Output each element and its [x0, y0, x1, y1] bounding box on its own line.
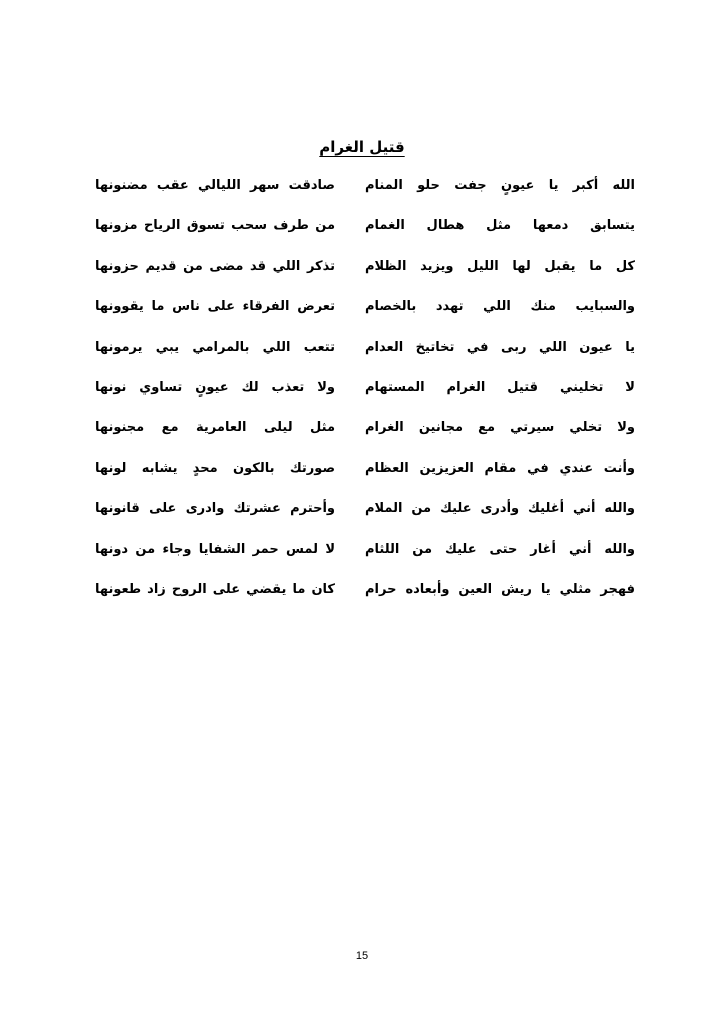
verse-second-hemistich: لا لمس حمر الشفايا وجاء من دونها — [95, 541, 335, 557]
verse-first-hemistich: وأنت عندي في مقام العزيزين العظام — [365, 460, 635, 476]
verse-second-hemistich: مثل ليلى العامرية مع مجنونها — [95, 420, 335, 436]
verse-first-hemistich: والله أني أغار حتى عليك من اللثام — [365, 541, 635, 557]
verse-second-hemistich: من طرف سحب تسوق الرياح مزونها — [95, 218, 335, 234]
verse — [95, 453, 635, 493]
verse-second-hemistich: صادقت سهر الليالي عقب مضنونها — [95, 178, 335, 193]
verse-first-hemistich: لا تخليني قتيل الغرام المستهام — [365, 379, 635, 395]
verse-first-hemistich: والله أني أغليك وأدرى عليك من الملام — [365, 501, 635, 517]
poem-body — [95, 170, 635, 614]
verse — [95, 372, 635, 412]
verse-first-hemistich: يتسابق دمعها مثل هطال الغمام — [365, 218, 635, 234]
verse-first-hemistich: فهجر مثلي يا ريش العين وأبعاده حرام — [365, 581, 635, 597]
verse-first-hemistich: الله أكبر يا عيونٍ جفت حلو المنام — [365, 178, 635, 193]
verse-second-hemistich: تعرض الفرقاء على ناس ما يقوونها — [95, 299, 335, 315]
verse — [95, 412, 635, 452]
verse — [95, 332, 635, 372]
verse-second-hemistich: صورتك بالكون محدٍ يشابه لونها — [95, 460, 335, 476]
verse-second-hemistich: تذكر اللي قد مضى من قديم حزونها — [95, 258, 335, 274]
verse — [95, 574, 635, 614]
verse-first-hemistich: ولا تخلي سيرتي مع مجانين الغرام — [365, 420, 635, 436]
verse-second-hemistich: كان ما يقضي على الروح زاد طعونها — [95, 581, 335, 597]
verse-second-hemistich: تتعب اللي بالمرامي يبي يرمونها — [95, 339, 335, 355]
verse-first-hemistich: والسبايب منك اللي تهدد بالخصام — [365, 299, 635, 315]
verse-first-hemistich: يا عيون اللي ربى في تخاتيخ العدام — [365, 339, 635, 355]
verse-second-hemistich: وأحترم عشرتك وادرى على قانونها — [95, 501, 335, 517]
verse — [95, 534, 635, 574]
poem-title: قتيل الغرام — [319, 138, 405, 156]
verse — [95, 210, 635, 250]
verse — [95, 493, 635, 533]
verse-first-hemistich: كل ما يقبل لها الليل ويزيد الظلام — [365, 258, 635, 274]
page-number: 15 — [355, 950, 369, 962]
verse — [95, 170, 635, 210]
verse-second-hemistich: ولا تعذب لك عيونٍ تساوي نونها — [95, 379, 335, 395]
verse — [95, 291, 635, 331]
verse — [95, 251, 635, 291]
